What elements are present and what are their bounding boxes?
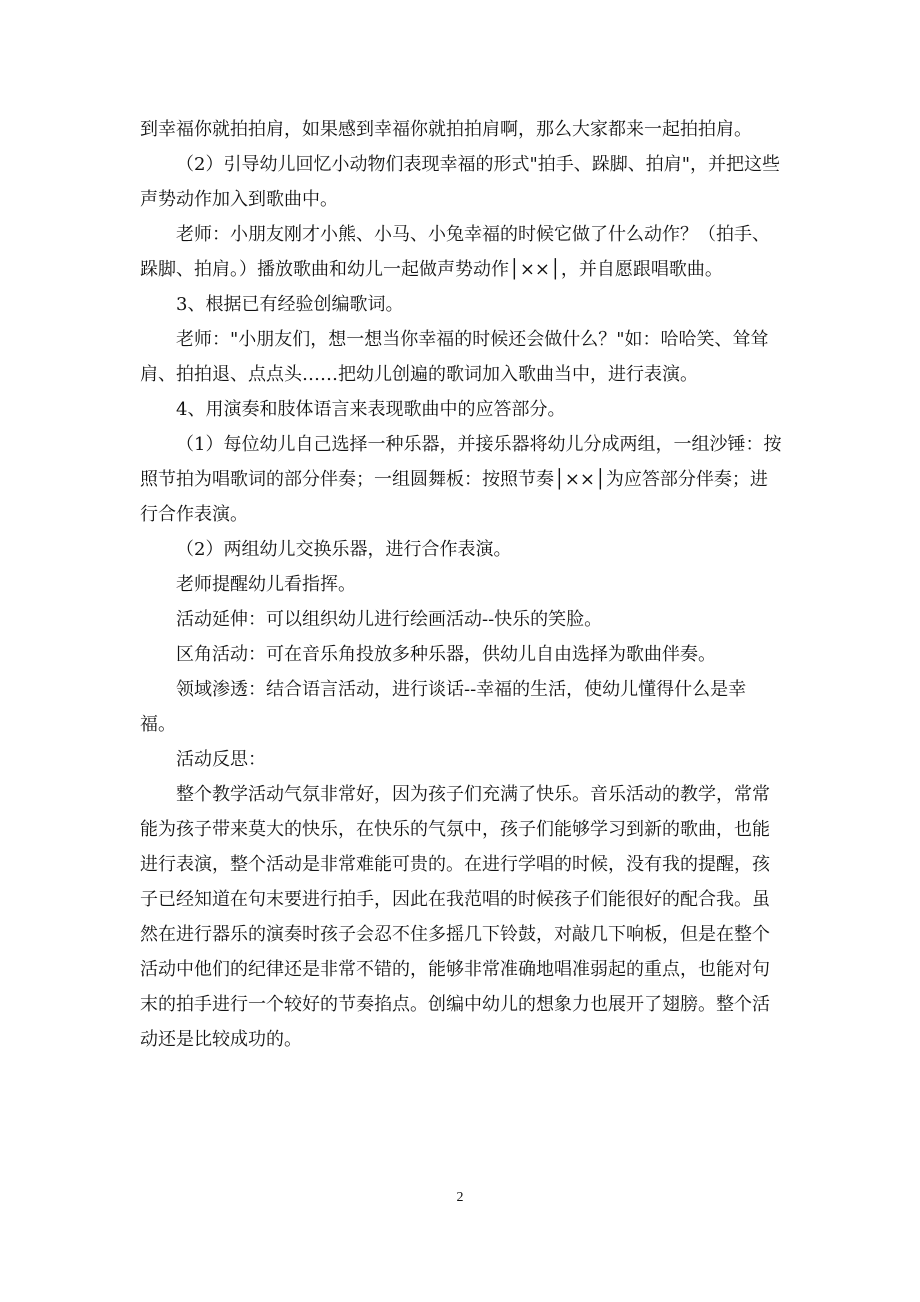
paragraph-teacher-3: 老师提醒幼儿看指挥。 [176, 574, 356, 595]
paragraph-reflection-body: 整个教学活动气氛非常好，因为孩子们充满了快乐。音乐活动的教学，常常能为孩子带来莫大的快乐，在快乐的气氛中，孩子们能够学习到新的歌曲，也能进行表演，整个活动是非常难能可贵的。在进行学唱的时候，没有我的提醒，孩子已经知道在句末要进行拍手，因此在我范唱的时候孩子们能很好的配合我。虽然在进行器乐的演奏时孩子会忍不住多摇几下铃鼓，对敲几下响板，但是在整个活动中他们的纪律还是非常不错的，能够非常准确地唱准弱起的重点，也能对句末的拍手进行一个较好的节奏掐点。创编中幼儿的想象力也展开了翅膀。整个活动还是比较成功的。 [140, 784, 770, 1050]
paragraph-step4: 4、用演奏和肢体语言来表现歌曲中的应答部分。 [176, 399, 566, 420]
paragraph-step4-sub1: （1）每位幼儿自己选择一种乐器，并接乐器将幼儿分成两组，一组沙锤：按照节拍为唱歌词的部分伴奏；一组圆舞板：按照节奏│××│为应答部分伴奏；进行合作表演。 [140, 434, 782, 525]
paragraph-domain: 领域渗透：结合语言活动，进行谈话--幸福的生活，使幼儿懂得什么是幸福。 [140, 679, 747, 735]
paragraph-step3: 3、根据已有经验创编歌词。 [176, 294, 404, 315]
paragraph-corner: 区角活动：可在音乐角投放多种乐器，供幼儿自由选择为歌曲伴奏。 [176, 644, 716, 665]
body-text [140, 112, 782, 1057]
paragraph-extension: 活动延伸：可以组织幼儿进行绘画活动--快乐的笑脸。 [176, 609, 603, 630]
paragraph-step4-sub2: （2）两组幼儿交换乐器，进行合作表演。 [176, 539, 512, 560]
paragraph-teacher-1: 老师：小朋友刚才小熊、小马、小兔幸福的时候它做了什么动作？（拍手、跺脚、拍肩。）播放歌曲和幼儿一起做声势动作│××│，并自愿跟唱歌曲。 [140, 224, 770, 280]
paragraph-teacher-2: 老师："小朋友们，想一想当你幸福的时候还会做什么？"如：哈哈笑、耸耸肩、拍拍退、点点头……把幼儿创遍的歌词加入歌曲当中，进行表演。 [140, 329, 769, 385]
paragraph-reflection-heading: 活动反思： [176, 749, 266, 770]
paragraph-continued: 到幸福你就拍拍肩，如果感到幸福你就拍拍肩啊，那么大家都来一起拍拍肩。 [140, 119, 752, 140]
paragraph-step2-sub2: （2）引导幼儿回忆小动物们表现幸福的形式"拍手、跺脚、拍肩"，并把这些声势动作加入到歌曲中。 [140, 154, 781, 210]
page-number: 2 [456, 1190, 464, 1205]
